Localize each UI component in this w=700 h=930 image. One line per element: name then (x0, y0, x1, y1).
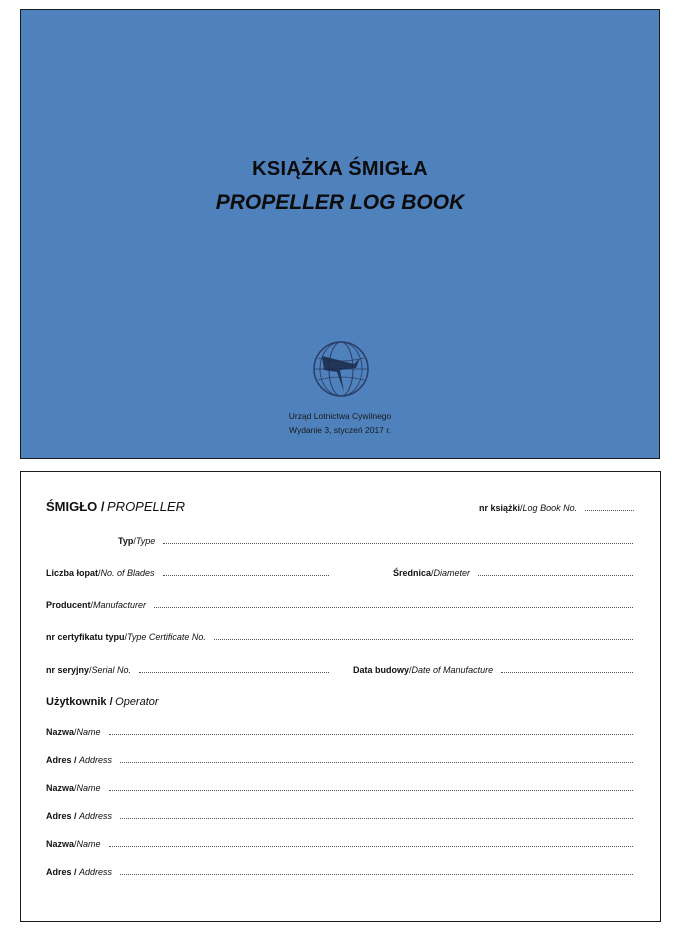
logbook-no-field[interactable]: nr książki / Log Book No. (479, 503, 634, 513)
operator-2-address-field[interactable]: Adres / Address (46, 811, 633, 821)
manufacturer-field[interactable]: Producent / Manufacturer (46, 600, 633, 610)
propeller-form (20, 471, 661, 922)
operator-1-name-field[interactable]: Nazwa / Name (46, 727, 633, 737)
diameter-field[interactable]: Średnica / Diameter (393, 568, 633, 578)
operator-1-address-field[interactable]: Adres / Address (46, 755, 633, 765)
cover-subtitle: PROPELLER LOG BOOK (215, 191, 465, 214)
cover-organization: Urząd Lotnictwa Cywilnego (288, 411, 392, 421)
cover-title: KSIĄŻKA ŚMIGŁA (252, 158, 428, 180)
serial-field[interactable]: nr seryjny / Serial No. (46, 665, 329, 675)
cover-edition: Wydanie 3, styczeń 2017 r. (289, 425, 391, 435)
cover-page (20, 9, 660, 459)
operator-2-name-field[interactable]: Nazwa / Name (46, 783, 633, 793)
type-field[interactable]: Typ / Type (118, 536, 633, 546)
propeller-heading: ŚMIGŁO / PROPELLER (46, 499, 186, 514)
operator-heading: Użytkownik / Operator (46, 696, 159, 708)
operator-3-name-field[interactable]: Nazwa / Name (46, 839, 633, 849)
type-certificate-field[interactable]: nr certyfikatu typu / Type Certificate No. (46, 632, 633, 642)
blades-field[interactable]: Liczba łopat / No. of Blades (46, 568, 329, 578)
date-of-manufacture-field[interactable]: Data budowy / Date of Manufacture (353, 665, 633, 675)
operator-3-address-field[interactable]: Adres / Address (46, 867, 633, 877)
ulc-globe-logo-icon (310, 340, 372, 398)
